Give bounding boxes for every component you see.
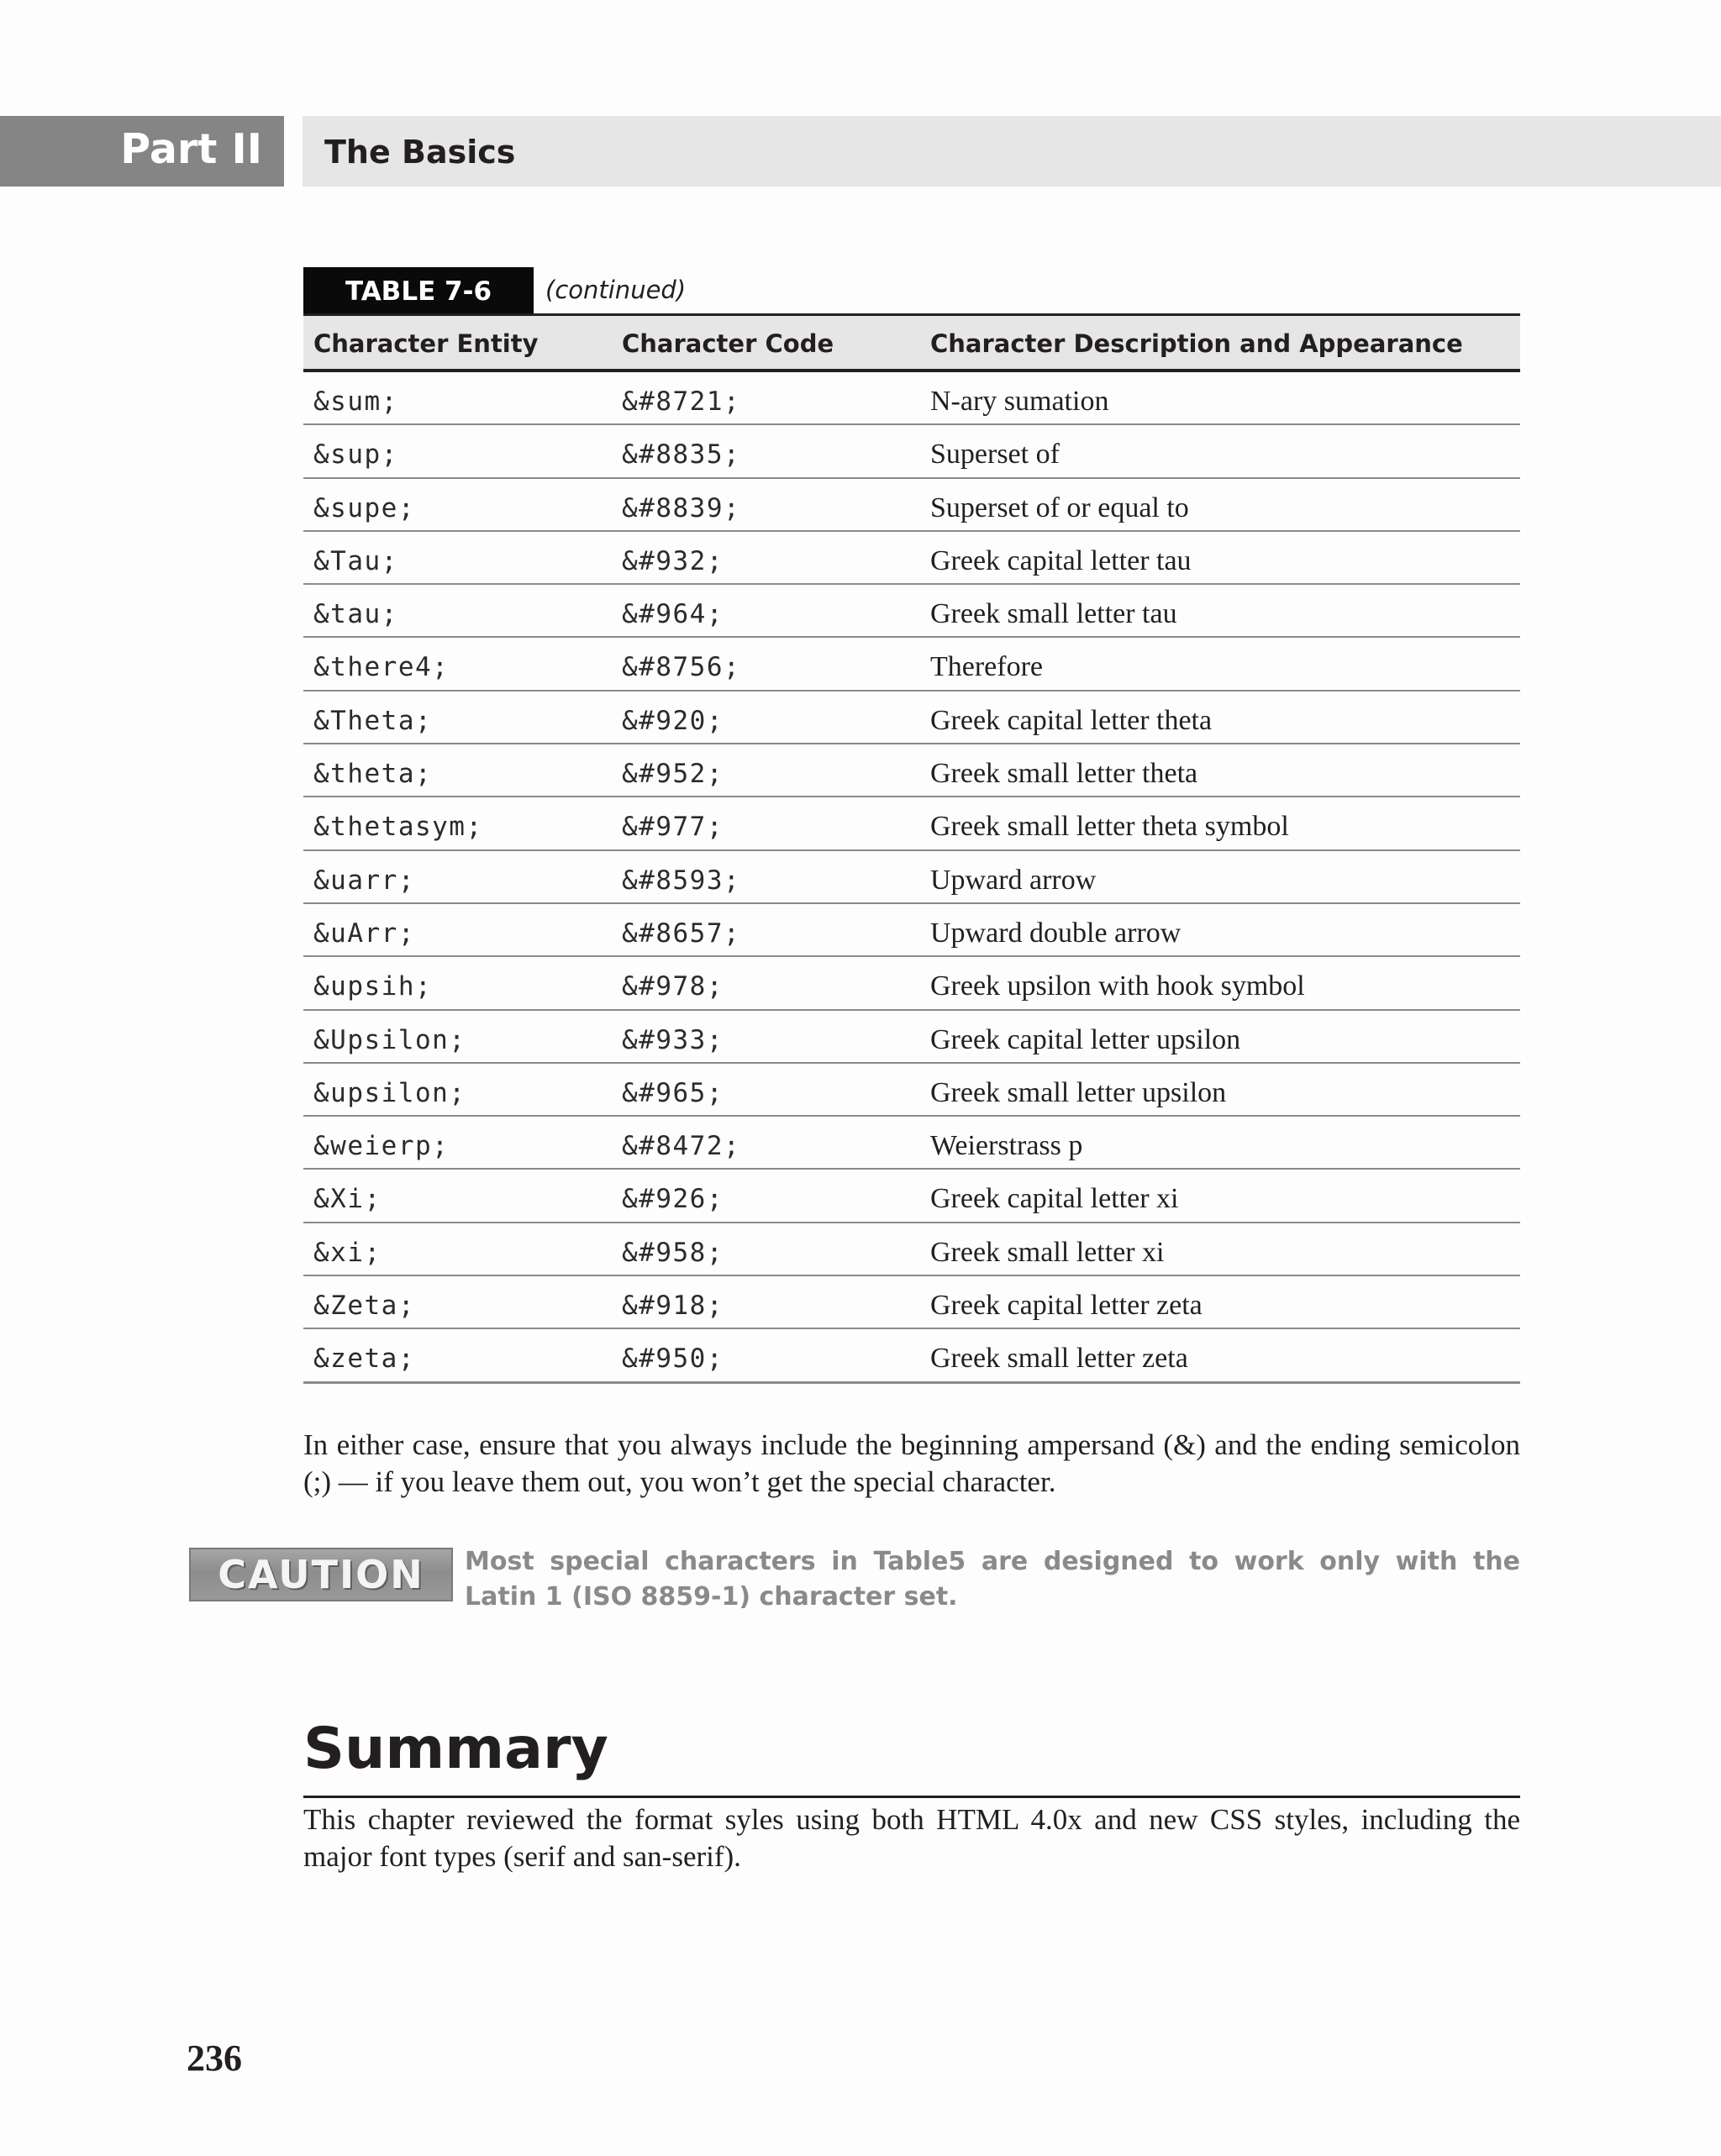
description-cell: Greek small letter tau xyxy=(930,598,1177,630)
description-cell: Superset of or equal to xyxy=(930,492,1189,523)
table-row xyxy=(303,904,1520,957)
entity-cell: &Theta; xyxy=(313,705,433,736)
table-row xyxy=(303,479,1520,532)
entity-cell: &Zeta; xyxy=(313,1291,415,1322)
entity-cell: &uArr; xyxy=(313,918,415,949)
summary-paragraph: This chapter reviewed the format syles using both HTML 4.0x and new CSS styles, including the major font types (serif and san-serif). xyxy=(303,1803,1520,1873)
table-row xyxy=(303,744,1520,797)
description-cell: Greek capital letter upsilon xyxy=(930,1023,1241,1055)
table-continued-note: (continued) xyxy=(545,276,687,304)
description-cell: Therefore xyxy=(930,651,1044,683)
description-cell: Greek upsilon with hook symbol xyxy=(930,970,1305,1002)
description-cell: Weierstrass p xyxy=(930,1130,1083,1162)
entity-cell: &tau; xyxy=(313,599,398,630)
table-row xyxy=(303,372,1520,425)
code-cell: &#977; xyxy=(622,812,724,843)
summary-rule xyxy=(303,1796,1520,1798)
header-character-code: Character Code xyxy=(622,329,834,358)
description-cell: Greek capital letter zeta xyxy=(930,1290,1203,1322)
page-number: 236 xyxy=(187,2038,242,2079)
part-tab xyxy=(0,116,284,187)
table-row xyxy=(303,691,1520,744)
code-cell: &#8756; xyxy=(622,652,741,683)
entity-cell: &thetasym; xyxy=(313,812,483,843)
table-row xyxy=(303,1064,1520,1117)
entity-cell: &Xi; xyxy=(313,1184,382,1215)
table-row xyxy=(303,1170,1520,1223)
code-cell: &#950; xyxy=(622,1344,724,1375)
code-cell: &#933; xyxy=(622,1024,724,1055)
entity-cell: &sum; xyxy=(313,387,398,417)
description-cell: Superset of xyxy=(930,439,1060,471)
table-row xyxy=(303,1329,1520,1383)
code-cell: &#8839; xyxy=(622,492,741,523)
code-cell: &#958; xyxy=(622,1237,724,1268)
table-header xyxy=(303,316,1520,372)
table-row xyxy=(303,957,1520,1010)
caution-icon-label: CAUTION xyxy=(218,1552,424,1597)
code-cell: &#8472; xyxy=(622,1131,741,1162)
caution-icon xyxy=(189,1548,453,1601)
table-label-text: TABLE 7-6 xyxy=(345,276,492,307)
table-row xyxy=(303,1223,1520,1276)
entity-cell: &Upsilon; xyxy=(313,1024,466,1055)
description-cell: Greek small letter xi xyxy=(930,1236,1165,1268)
table-row xyxy=(303,1011,1520,1064)
code-cell: &#965; xyxy=(622,1077,724,1108)
entity-cell: &upsih; xyxy=(313,971,433,1002)
description-cell: Greek small letter upsilon xyxy=(930,1076,1227,1108)
header-character-description: Character Description and Appearance xyxy=(930,329,1463,358)
description-cell: Upward arrow xyxy=(930,864,1097,896)
code-cell: &#8657; xyxy=(622,918,741,949)
code-cell: &#952; xyxy=(622,759,724,790)
entity-cell: &upsilon; xyxy=(313,1077,466,1108)
entity-cell: &Tau; xyxy=(313,545,398,576)
table-row xyxy=(303,797,1520,850)
entity-cell: &there4; xyxy=(313,652,450,683)
description-cell: Greek small letter zeta xyxy=(930,1343,1188,1375)
entity-cell: &theta; xyxy=(313,759,433,790)
description-cell: Greek capital letter xi xyxy=(930,1183,1179,1215)
description-cell: Greek capital letter tau xyxy=(930,544,1192,576)
table-row xyxy=(303,532,1520,585)
summary-heading: Summary xyxy=(303,1716,608,1782)
description-cell: N-ary sumation xyxy=(930,386,1109,417)
code-cell: &#964; xyxy=(622,599,724,630)
code-cell: &#932; xyxy=(622,545,724,576)
entity-cell: &weierp; xyxy=(313,1131,450,1162)
description-cell: Upward double arrow xyxy=(930,917,1182,949)
table-row xyxy=(303,1117,1520,1170)
table-row xyxy=(303,1276,1520,1329)
body-paragraph: In either case, ensure that you always include the beginning ampersand (&) and the ending semicolon (;) — if you leave them out, you won’t get the special character. xyxy=(303,1428,1520,1498)
caution-text: Most special characters in Table5 are designed to work only with the Latin 1 (ISO 8859-1) character set. xyxy=(465,1547,1520,1612)
code-cell: &#920; xyxy=(622,705,724,736)
running-head-bar xyxy=(303,116,1721,187)
table-row xyxy=(303,425,1520,478)
table-row xyxy=(303,851,1520,904)
running-head-title: The Basics xyxy=(324,134,516,171)
description-cell: Greek small letter theta symbol xyxy=(930,811,1289,843)
code-cell: &#926; xyxy=(622,1184,724,1215)
table-row xyxy=(303,638,1520,691)
description-cell: Greek small letter theta xyxy=(930,758,1198,790)
header-character-entity: Character Entity xyxy=(313,329,539,358)
code-cell: &#918; xyxy=(622,1291,724,1322)
code-cell: &#8721; xyxy=(622,387,741,417)
part-label: Part II xyxy=(120,125,262,173)
entity-cell: &supe; xyxy=(313,492,415,523)
code-cell: &#8593; xyxy=(622,865,741,896)
entity-cell: &uarr; xyxy=(313,865,415,896)
entity-cell: &zeta; xyxy=(313,1344,415,1375)
entity-cell: &sup; xyxy=(313,439,398,471)
description-cell: Greek capital letter theta xyxy=(930,704,1213,736)
table-body xyxy=(303,372,1520,1384)
table-row xyxy=(303,585,1520,638)
code-cell: &#978; xyxy=(622,971,724,1002)
table-label xyxy=(303,267,534,315)
entity-cell: &xi; xyxy=(313,1237,382,1268)
code-cell: &#8835; xyxy=(622,439,741,471)
